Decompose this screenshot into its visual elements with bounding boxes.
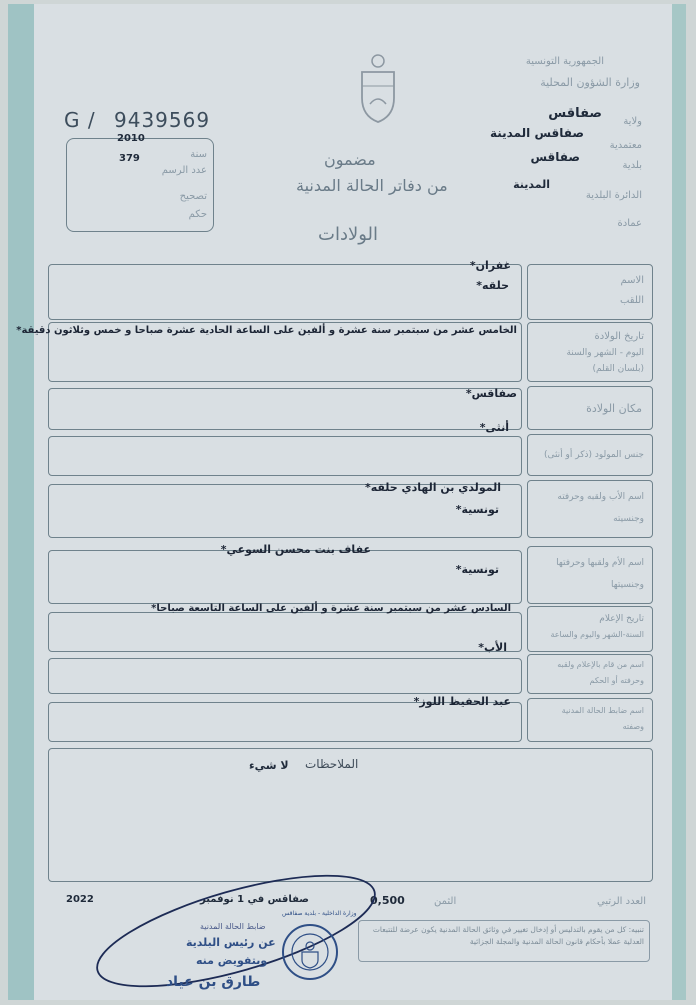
sex-value: أنثى* (479, 421, 509, 434)
omda-label: عمادة (617, 218, 642, 229)
label-box-birth-date (527, 322, 653, 382)
serial-number: 9439569 (114, 108, 211, 132)
label-box-mother (527, 546, 653, 604)
mother-label: اسم الأم ولقبها وحرفتها (556, 558, 644, 568)
remarks-value: لا شيء (249, 759, 289, 772)
birth-place-value: صفاقس* (465, 387, 517, 400)
first-name-label: الاسم (620, 275, 644, 286)
father-label-nationality: وجنسيته (613, 514, 644, 524)
tunisia-emblem-icon (356, 52, 400, 126)
first-name-value: غفران* (469, 259, 511, 272)
value-box-name (48, 259, 522, 320)
father-label: اسم الأب ولقبه وحرفته (557, 492, 644, 502)
label-box-sex (527, 434, 653, 476)
title-line2: من دفاتر الحالة المدنية (296, 176, 448, 195)
label-box-name (527, 264, 653, 320)
declaration-date-sublabel: السنة-الشهر واليوم والساعة (550, 630, 644, 639)
birth-date-note: (بلسان القلم) (592, 364, 644, 374)
mother-nationality-value: تونسية* (455, 563, 499, 576)
value-box-declarant (48, 658, 522, 694)
birth-date-value: الخامس عشر من سبتمبر سنة عشرة و ألفين على الساعة الحادية عشرة صباحا و خمس وثلاثون دقيقة* (16, 325, 517, 336)
value-box-father (48, 481, 522, 538)
price-label: الثمن (434, 896, 457, 907)
value-box-birth-place (48, 387, 522, 434)
signatory-name: طارق بن عياد (166, 974, 261, 990)
birth-date-label: تاريخ الولادة (594, 331, 644, 342)
state-value: صفاقس (548, 106, 602, 121)
municipality-value: صفاقس (530, 150, 580, 164)
mayor-line: عن رئيس البلدية (186, 936, 276, 949)
place-date: صفاقس في 1 نوفمبر (200, 894, 309, 905)
official-stamp-icon (280, 910, 357, 982)
legal-note-box (358, 920, 650, 962)
label-box-officer (527, 698, 653, 742)
district-value: المدينة (513, 178, 550, 191)
delegation-label: معتمدية (609, 140, 642, 151)
officer-title: ضابط الحالة المدنية (200, 922, 266, 931)
label-box-father (527, 480, 653, 538)
mother-label-nationality: وجنسيتها (611, 580, 644, 590)
register-year-value: 2010 (117, 133, 145, 144)
declaration-date-label: تاريخ الإعلام (599, 614, 644, 624)
value-box-declaration-date (48, 603, 522, 654)
delegation-value: صفاقس المدينة (489, 126, 584, 140)
officer-label: اسم ضابط الحالة المدنية (561, 706, 644, 715)
title-line1: مضمون (324, 150, 376, 169)
section-title: الولادات (318, 224, 379, 245)
birth-place-label: مكان الولادة (586, 402, 642, 415)
mother-value: عفاف بنت محسن السوعي* (220, 543, 371, 556)
district-label: الدائرة البلدية (585, 190, 642, 201)
municipality-label: بلدية (622, 160, 642, 171)
register-number-label: عدد الرسم (161, 165, 207, 176)
label-box-declaration-date (527, 606, 653, 652)
officer-sublabel: وصفته (622, 722, 644, 731)
register-box (66, 133, 214, 232)
judgment-label: حكم (188, 209, 207, 220)
declarant-label: اسم من قام بالإعلام ولقبه (557, 660, 644, 669)
declarant-sublabel: وحرفته أو الحكم (589, 676, 644, 685)
legal-note: تنبيه: كل من يقوم بالتدليس أو إدخال تغيير في وثائق الحالة المدنية يكون عرضة للتتبعات العدلية عملا بأحكام قانون الحالة المدنية والمجلة الجزائية (372, 925, 644, 946)
ministry-label: وزارة الشؤون المحلية (540, 76, 640, 89)
delegation-line: وبتفويض منه (196, 954, 268, 967)
stamp-text: وزارة الداخلية - بلدية صفاقس (282, 910, 357, 917)
last-name-value: حلقه* (476, 279, 509, 292)
register-year-label: سنة (190, 149, 207, 160)
register-number-value: 379 (119, 153, 140, 164)
birth-date-sublabel: اليوم - الشهر والسنة (566, 348, 644, 358)
value-box-sex (48, 436, 522, 476)
republic-label: الجمهورية التونسية (525, 56, 604, 67)
price-value: 0,500 (370, 894, 405, 907)
ordinal-number-label: العدد الرتبي (596, 896, 646, 907)
declarant-value: الأب* (478, 641, 507, 654)
remarks-label: الملاحظات (305, 757, 359, 771)
label-box-birth-place (527, 386, 653, 430)
sex-label: جنس المولود (ذكر أو أنثى) (543, 450, 644, 460)
last-name-label: اللقب (619, 295, 644, 306)
correction-label: تصحيح (179, 191, 207, 202)
declaration-date-value: السادس عشر من سبتمبر سنة عشرة و ألفين على الساعة التاسعة صباحا* (151, 603, 511, 614)
value-box-mother (48, 543, 522, 604)
officer-value: عبد الحفيظ اللوز* (413, 695, 511, 708)
value-box-birth-date (16, 322, 522, 382)
father-nationality-value: تونسية* (455, 503, 499, 516)
serial-prefix: G / (64, 108, 96, 132)
father-value: المولدي بن الهادي حلقه* (364, 481, 501, 494)
state-label: ولاية (623, 116, 642, 127)
label-box-declarant (527, 654, 653, 694)
issue-year: 2022 (66, 894, 94, 905)
value-box-officer (48, 695, 522, 742)
